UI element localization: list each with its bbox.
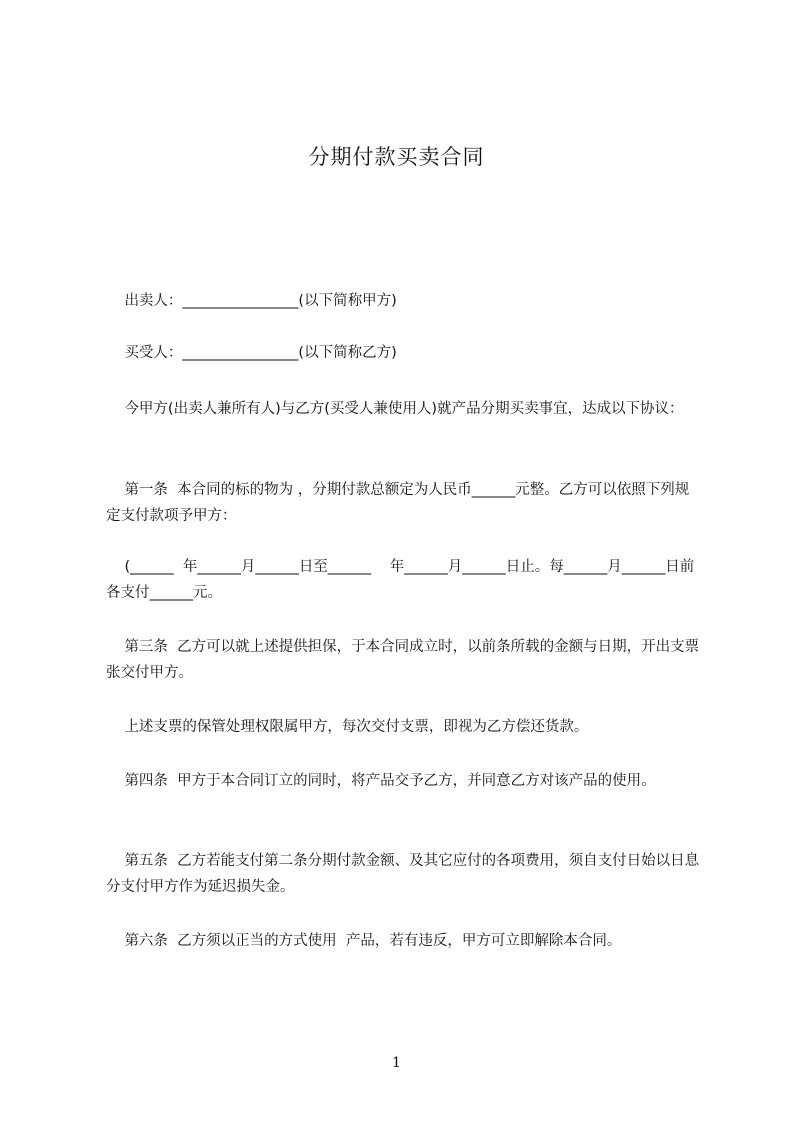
article-3-paragraph: 第三条 乙方可以就上述提供担保，于本合同成立时，以前条所载的金额与日期，开出支票 张交付甲方。: [106, 639, 709, 681]
article-4-paragraph: 第四条 甲方于本合同订立的同时，将产品交予乙方，并同意乙方对该产品的使用。: [106, 773, 656, 789]
seller-line: 出卖人：________________(以下简称甲方): [106, 293, 397, 309]
page-number: 1: [392, 1055, 401, 1071]
article-6-paragraph: 第六条 乙方须以正当的方式使用 产品，若有违反，甲方可立即解除本合同。: [106, 933, 622, 949]
payment-schedule-paragraph: (______ 年______月______日至______ 年______月______日止。每______月______日前各支付______元。: [106, 559, 695, 601]
article-5-paragraph: 第五条 乙方若能支付第二条分期付款金额、及其它应付的各项费用，须自支付日始以日息 分支付甲方作为延迟损失金。: [106, 853, 709, 895]
document-title: 分期付款买卖合同: [308, 145, 485, 169]
buyer-line: 买受人：________________(以下简称乙方): [106, 345, 397, 361]
article-1-paragraph: 第一条 本合同的标的物为 ，分期付款总额定为人民币______元整。乙方可以依照下列规定支付款项予甲方：: [106, 482, 690, 524]
check-custody-paragraph: 上述支票的保管处理权限属甲方，每次交付支票，即视为乙方偿还货款。: [106, 719, 589, 735]
preamble-paragraph: 今甲方(出卖人兼所有人)与乙方(买受人兼使用人)就产品分期买卖事宜，达成以下协议：: [106, 401, 684, 417]
